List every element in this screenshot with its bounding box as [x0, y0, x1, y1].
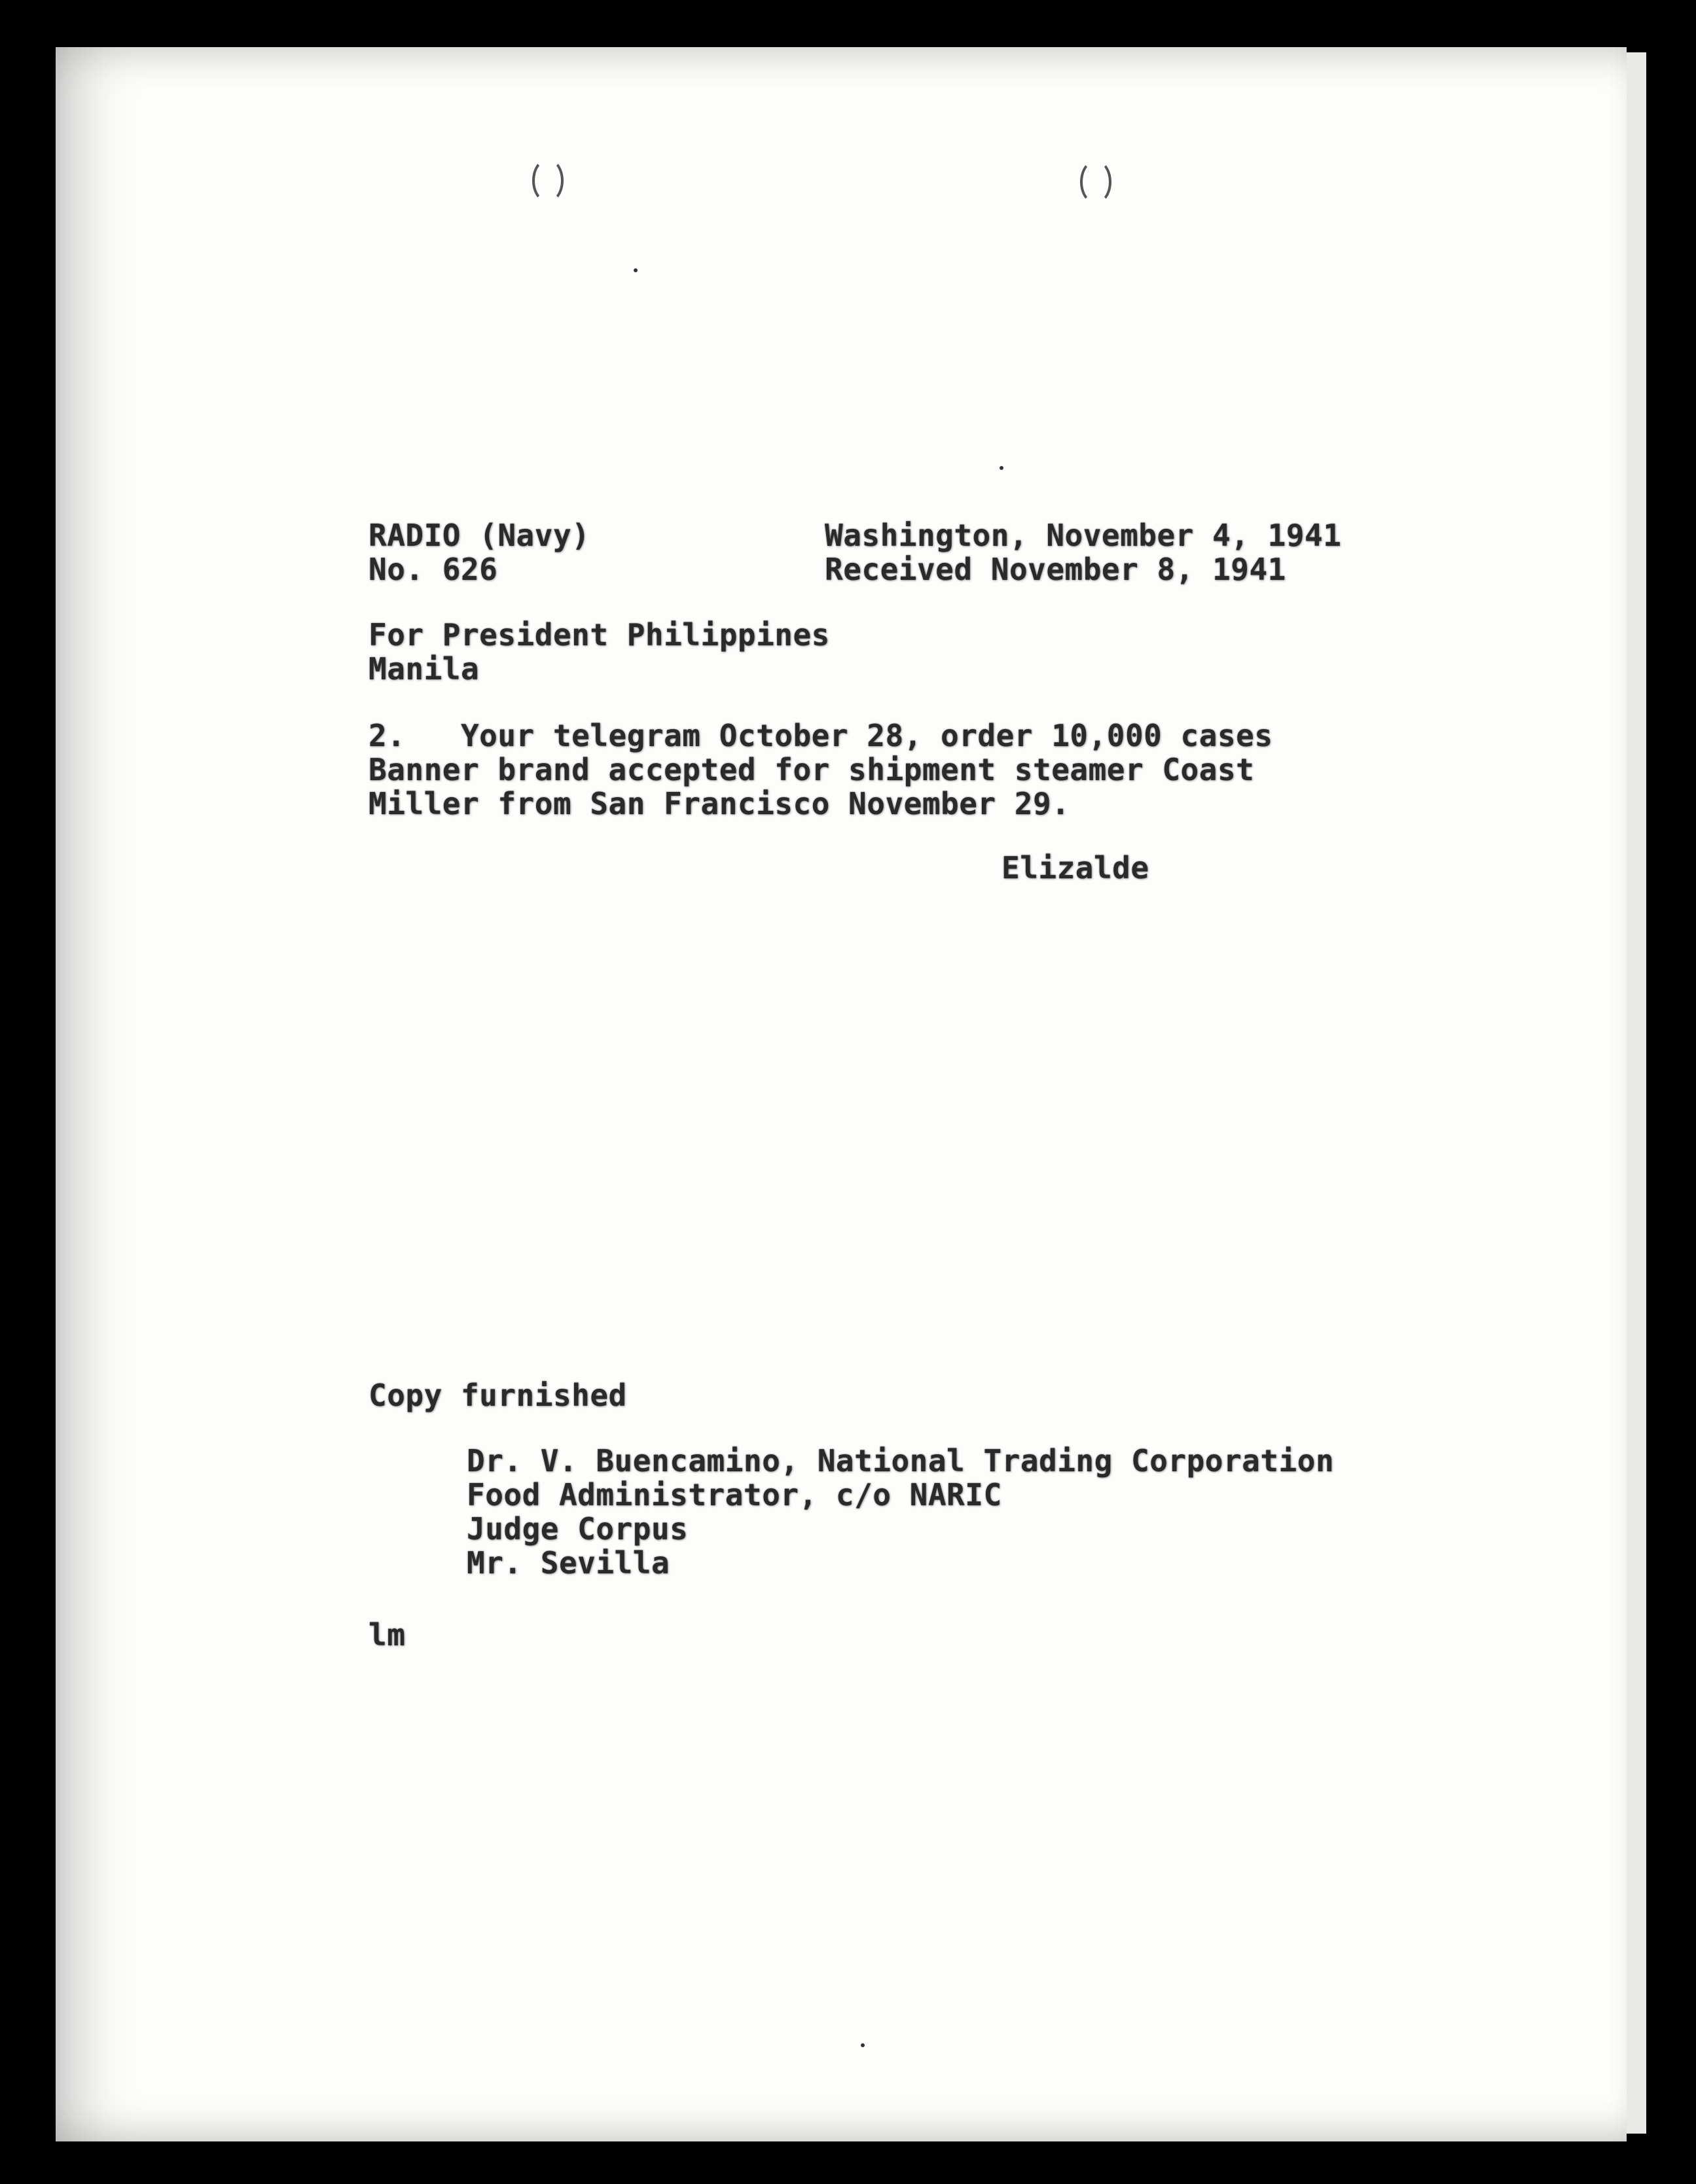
page-edge [1627, 52, 1646, 2134]
addressee-city: Manila [369, 651, 480, 687]
header-radio-number: No. 626 [369, 552, 498, 587]
message-line-3: Miller from San Francisco November 29. [369, 786, 1070, 821]
copy-recipient: Dr. V. Buencamino, National Trading Corporation [467, 1443, 1335, 1478]
document-page [56, 47, 1627, 2141]
message-line-2: Banner brand accepted for shipment steamer Coast [369, 752, 1255, 787]
copy-recipient: Food Administrator, c/o NARIC [467, 1477, 1002, 1513]
header-received-date: Received November 8, 1941 [825, 552, 1286, 587]
speck [634, 268, 638, 272]
typist-initials: lm [369, 1617, 406, 1653]
header-radio-label: RADIO (Navy) [369, 518, 590, 553]
punch-hole-left [532, 158, 564, 203]
punch-hole-right [1080, 160, 1111, 204]
header-sent-date: Washington, November 4, 1941 [825, 518, 1342, 553]
copy-recipient: Judge Corpus [467, 1511, 689, 1547]
copy-recipient: Mr. Sevilla [467, 1545, 670, 1581]
copy-furnished-label: Copy furnished [369, 1378, 627, 1413]
signature: Elizalde [1001, 850, 1149, 886]
message-line-1: 2. Your telegram October 28, order 10,000 cases [369, 718, 1273, 753]
speck [1000, 466, 1003, 470]
speck [861, 2043, 865, 2047]
addressee-line: For President Philippines [369, 617, 830, 653]
